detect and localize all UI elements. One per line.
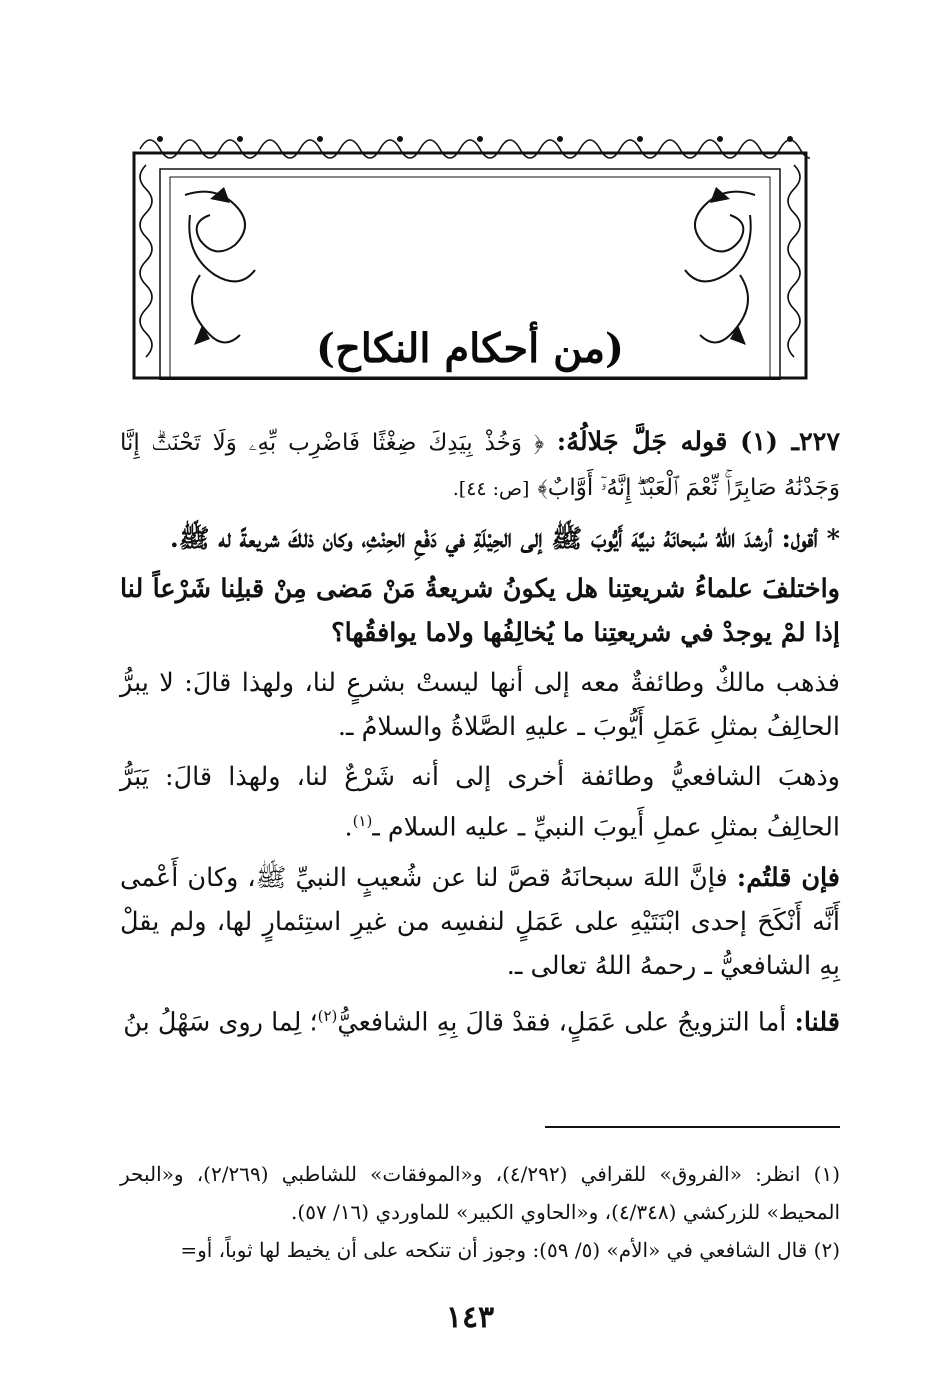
footnote-text: قال الشافعي في «الأم» (٥/ ٥٩): وجوز أن تنكحه على أن يخيط لها ثوباً، أو=	[180, 1238, 808, 1262]
paragraph-text: أرشدَ اللهُ سُبحانَهُ نبيَّهَ أَيُّوبَ ﷺ إلى الحِيْلَةِ في دَفْعِ الحِنْثِ، وكان ذلكَ شريعةً له ﷺ.	[169, 524, 773, 554]
footnote-text: انظر: «الفروق» للقرافي (٤/٢٩٢)، و«الموفقات» للشاطبي (٢/٢٦٩)، و«البحر المحيط» للزركشي (٤/٣٤٨)، و«الحاوي الكبير» للماوردي (١٦/ ٥٧).	[120, 1162, 840, 1224]
chapter-title: (من أحكام النكاح)	[316, 325, 624, 372]
paragraph-text: وذهبَ الشافعيُّ وطائفة أخرى إلى أنه شَرْعٌ لنا، ولهذا قالَ: يَبَرُّ الحالِفُ بمثلِ عملِ أَيوبَ النبيِّ ـ عليه السلام ـ	[120, 762, 840, 843]
paragraph-lead: قلنا:	[794, 1007, 840, 1037]
main-text	[120, 420, 840, 1050]
footnote-mark: (٢)	[813, 1238, 840, 1262]
footnote-marker: (٢)	[317, 1006, 338, 1025]
paragraph-shafii	[120, 755, 840, 850]
paragraph-commentary	[120, 517, 840, 561]
footnote-mark: (١)	[813, 1162, 840, 1186]
paragraph-tail: ؛ لِما روى سَهْلُ بنُ	[123, 1007, 318, 1037]
footnotes	[120, 1155, 840, 1269]
paragraph-text: أما التزويجُ على عَمَلٍ، فقدْ قالَ بِهِ الشافعيُّ	[337, 1007, 787, 1037]
paragraph-text: فذهب مالكٌ وطائفةٌ معه إلى أنها ليستْ بشرعٍ لنا، ولهذا قالَ: لا يبرُّ الحالِفُ بمثلِ عَمَلِ أَيُّوبَ ـ عليهِ الصَّلاةُ والسلامُ ـ.	[120, 668, 840, 742]
paragraph-lead: * أقول:	[781, 524, 840, 554]
paragraph-verse	[120, 420, 840, 511]
paragraph-malik	[120, 661, 840, 749]
footnote-2	[120, 1231, 840, 1269]
paragraph-text: فإنَّ اللهَ سبحانَهُ قصَّ لنا عن شُعيبٍ النبيِّ ﷺ، وكان أَعْمى أَنَّه أَنْكَحَ إحدى ابْنَتَيْهِ على عَمَلٍ لنفسِه من غيرِ استِئمارٍ لها، ولم يقلْ بِهِ الشافعيُّ ـ رحمهُ اللهُ تعالى ـ.	[120, 862, 840, 981]
paragraph-objection	[120, 856, 840, 988]
verse-reference: [ص: ٤٤].	[452, 478, 530, 500]
paragraph-tail: .	[344, 812, 353, 843]
paragraph-answer	[120, 994, 840, 1045]
footnote-1	[120, 1155, 840, 1231]
paragraph-question	[120, 567, 840, 655]
entry-number: ٢٢٧ـ (١)	[740, 427, 841, 457]
footnote-marker: (١)	[352, 812, 373, 830]
quran-verse: ﴿ وَخُذْ بِيَدِكَ ضِغْثًا فَاضْرِب بِّهِۦ وَلَا تَحْنَثْۗ إِنَّا وَجَدْنَٰهُ صَابِرًاۚ نِّعْمَ ٱلْعَبْدُۖ إِنَّهُۥٓ أَوَّابٌ﴾	[120, 430, 840, 501]
entry-lead: قوله جَلَّ جَلالُهُ:	[556, 427, 728, 457]
footnote-divider	[545, 1126, 840, 1128]
paragraph-lead: فإن قلتُم:	[736, 862, 841, 893]
page-number: ١٤٣	[445, 1300, 495, 1335]
paragraph-text: واختلفَ علماءُ شريعتِنا هل يكونُ شريعةُ مَنْ مَضى مِنْ قبلِنا شَرْعاً لنا إذا لمْ يوجدْ في شريعتِنا ما يُخالِفُها ولاما يوافقُها؟	[120, 574, 840, 648]
